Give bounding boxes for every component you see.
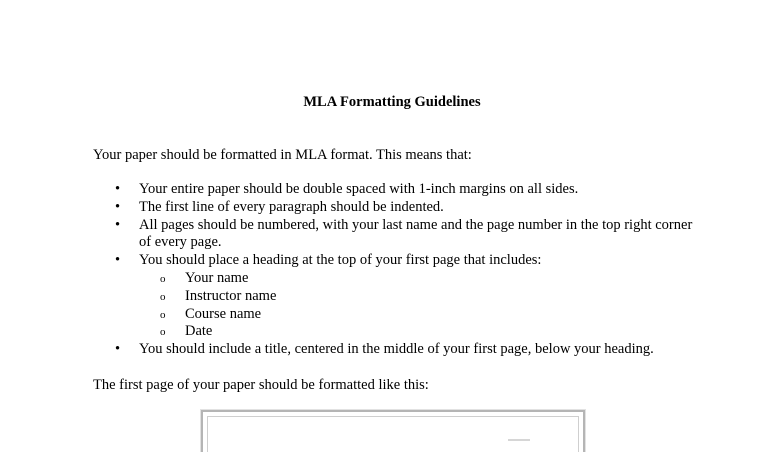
sublist-item	[139, 270, 694, 288]
guidelines-list	[0, 181, 784, 359]
list-item-text: You should place a heading at the top of your first page that includes:	[139, 252, 542, 269]
bullet-icon: •	[115, 181, 121, 197]
circle-bullet-icon: o	[160, 290, 166, 303]
bullet-icon: •	[115, 341, 121, 358]
closing-paragraph: The first page of your paper should be formatted like this:	[93, 377, 429, 393]
sublist-item-text: Course name	[185, 305, 262, 322]
sublist-item-text: Date	[185, 323, 213, 340]
list-item	[0, 341, 784, 359]
bullet-icon: •	[115, 216, 121, 233]
list-item	[0, 252, 784, 341]
sample-page-image	[201, 410, 585, 452]
list-item-text: All pages should be numbered, with your last name and the page number in the top right corner of every page.	[139, 216, 693, 251]
intro-paragraph: Your paper should be formatted in MLA format. This means that:	[93, 147, 472, 163]
circle-bullet-icon: o	[160, 272, 166, 285]
sublist-item-text: Instructor name	[185, 287, 277, 304]
heading-sublist	[139, 270, 694, 341]
list-item	[0, 181, 784, 199]
circle-bullet-icon: o	[160, 326, 166, 339]
sublist-item	[139, 323, 694, 341]
bullet-icon: •	[115, 252, 121, 269]
sublist-item	[139, 288, 694, 306]
list-item-text: The first line of every paragraph should be indented.	[139, 198, 444, 215]
bullet-icon: •	[115, 198, 121, 215]
document-title: MLA Formatting Guidelines	[303, 94, 481, 110]
list-item	[0, 199, 784, 217]
sample-page-frame	[207, 416, 579, 452]
list-item	[0, 217, 784, 253]
sublist-item	[139, 306, 694, 324]
list-item-text: You should include a title, centered in the middle of your first page, below your heading.	[139, 341, 654, 358]
sublist-item-text: Your name	[185, 269, 249, 286]
circle-bullet-icon: o	[160, 308, 166, 321]
list-item-text: Your entire paper should be double spaced with 1-inch margins on all sides.	[139, 181, 579, 197]
